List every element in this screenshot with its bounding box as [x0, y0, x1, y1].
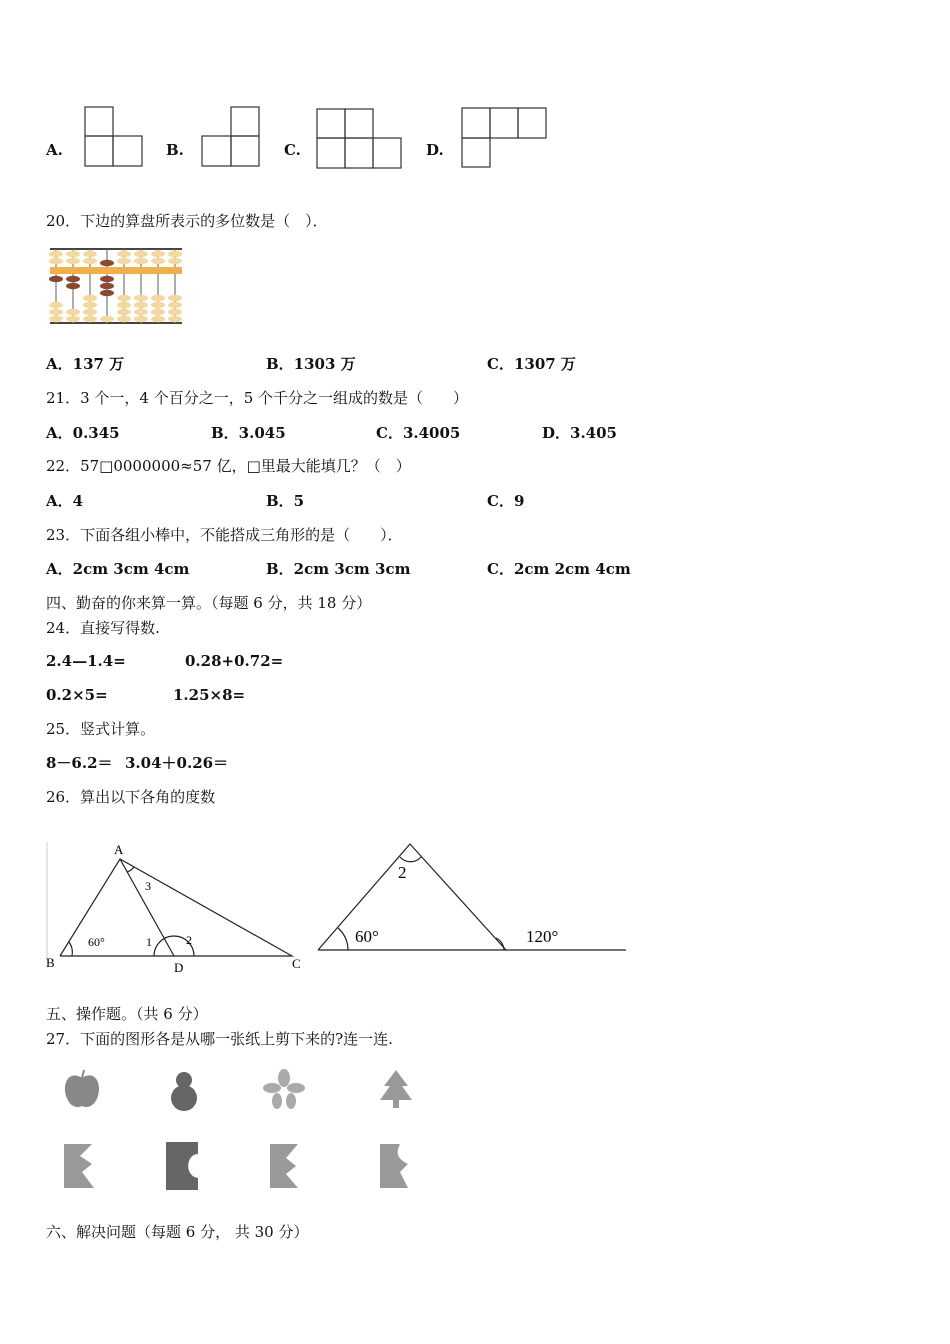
section-6-heading: 六、解决问题（每题 6 分， 共 30 分） [46, 1223, 309, 1241]
abacus-bead [83, 295, 97, 301]
paper-e-cutout-2[interactable] [268, 1142, 304, 1192]
section-4-heading: 四、勤奋的你来算一算。（每题 6 分，共 18 分） [46, 594, 372, 612]
abacus-bead [49, 309, 63, 315]
q23-option-a[interactable]: A．2cm 3cm 4cm [46, 560, 190, 578]
abacus-bead [168, 302, 182, 308]
abacus-bead [134, 302, 148, 308]
triangle-exterior-angle-figure [310, 830, 630, 960]
q20-stem: 20．下边的算盘所表示的多位数是（ ）． [46, 212, 328, 230]
abacus-bead [100, 316, 114, 322]
gourd-cutout-icon[interactable] [164, 1066, 204, 1112]
abacus-bead [168, 258, 182, 264]
abacus-bead [100, 290, 114, 296]
abacus-bead [66, 258, 80, 264]
q20-option-c[interactable]: C．1307 万 [487, 355, 576, 373]
abacus-bead [83, 251, 97, 257]
q23-option-c[interactable]: C．2cm 2cm 4cm [487, 560, 631, 578]
abacus-bead [83, 302, 97, 308]
abacus-bead [83, 309, 97, 315]
q21-option-a[interactable]: A．0.345 [46, 424, 120, 442]
q21-option-b[interactable]: B．3.045 [211, 424, 286, 442]
q21-option-c[interactable]: C．3.4005 [376, 424, 461, 442]
abacus-bead [66, 316, 80, 322]
abacus-bead [134, 309, 148, 315]
q22-option-c[interactable]: C．9 [487, 492, 525, 510]
label-b: B [46, 955, 55, 970]
abacus-bead [117, 316, 131, 322]
angle-60-label: 60° [88, 935, 105, 949]
q19-option-b[interactable]: B. [166, 141, 184, 159]
abacus-bead [151, 251, 165, 257]
abacus-bead [66, 276, 80, 282]
angle-3-label: 3 [145, 879, 151, 893]
paper-e-cutout-1[interactable] [62, 1142, 98, 1192]
abacus-bead [66, 251, 80, 257]
q25-item: 3.04＋0.26＝ [125, 754, 229, 772]
angle-2-label: 2 [186, 933, 192, 947]
angle-120-label: 120° [526, 927, 559, 946]
abacus-bead [134, 316, 148, 322]
angle-1-label: 1 [146, 935, 152, 949]
abacus-bead [66, 283, 80, 289]
flower-cutout-icon[interactable] [262, 1068, 306, 1108]
q21-stem: 21．3 个一，4 个百分之一，5 个千分之一组成的数是（ ） [46, 389, 469, 407]
abacus-bead [83, 258, 97, 264]
q24-item: 0.2×5= [46, 686, 108, 704]
abacus-bead [49, 276, 63, 282]
abacus-bead [168, 251, 182, 257]
q19-figure-a [84, 106, 144, 168]
triangle-abc-figure [40, 820, 310, 980]
q19-figure-b [201, 106, 261, 168]
abacus-bead [117, 302, 131, 308]
paper-e-cutout-3[interactable] [378, 1142, 414, 1192]
abacus-bead [100, 260, 114, 266]
abacus-bead [151, 309, 165, 315]
q19-option-d[interactable]: D. [426, 141, 444, 159]
apple-cutout-icon[interactable] [60, 1068, 104, 1112]
abacus-bead [151, 258, 165, 264]
abacus-bead [49, 251, 63, 257]
abacus-bead [83, 316, 97, 322]
q20-option-a[interactable]: A．137 万 [46, 355, 125, 373]
paper-c-cutout[interactable] [164, 1140, 202, 1192]
abacus-bead [134, 295, 148, 301]
label-a: A [114, 842, 124, 857]
abacus-bead [151, 295, 165, 301]
q25-stem: 25．竖式计算。 [46, 720, 156, 738]
abacus-bead [134, 251, 148, 257]
q19-figure-c [316, 108, 404, 170]
abacus-bead [117, 309, 131, 315]
q24-item: 1.25×8= [173, 686, 246, 704]
angle-60-label: 60° [355, 927, 379, 946]
q21-option-d[interactable]: D．3.405 [542, 424, 617, 442]
label-d: D [174, 960, 184, 975]
q19-option-a[interactable]: A. [46, 141, 63, 159]
abacus-bead [117, 258, 131, 264]
q27-stem: 27．下面的图形各是从哪一张纸上剪下来的?连一连. [46, 1030, 393, 1048]
q19-figure-d [461, 107, 549, 169]
section-5-heading: 五、操作题。（共 6 分） [46, 1005, 208, 1023]
q22-stem: 22．57□0000000≈57 亿，□里最大能填几？（ ） [46, 457, 411, 475]
label-c: C [292, 956, 301, 971]
q19-option-c[interactable]: C. [284, 141, 301, 159]
abacus-bead [117, 251, 131, 257]
q22-option-a[interactable]: A．4 [46, 492, 84, 510]
abacus-image [48, 246, 184, 326]
abacus-bead [117, 295, 131, 301]
abacus-bead [151, 302, 165, 308]
abacus-bead [168, 295, 182, 301]
abacus-bead [66, 309, 80, 315]
q26-stem: 26．算出以下各角的度数 [46, 788, 216, 806]
q24-item: 0.28+0.72= [185, 652, 284, 670]
q24-item: 2.4—1.4= [46, 652, 126, 670]
abacus-bead [151, 316, 165, 322]
q22-option-b[interactable]: B．5 [266, 492, 305, 510]
abacus-bead [134, 258, 148, 264]
abacus-bead [49, 258, 63, 264]
q23-stem: 23．下面各组小棒中，不能搭成三角形的是（ ）． [46, 526, 403, 544]
abacus-bead [168, 316, 182, 322]
abacus-bead [100, 283, 114, 289]
abacus-bead [49, 316, 63, 322]
q20-option-b[interactable]: B．1303 万 [266, 355, 356, 373]
abacus-bead [49, 302, 63, 308]
angle-2-label: 2 [398, 863, 407, 882]
abacus-bead [100, 276, 114, 282]
q25-item: 8－6.2＝ [46, 754, 113, 772]
tree-cutout-icon[interactable] [376, 1068, 416, 1112]
q24-stem: 24．直接写得数. [46, 619, 160, 637]
q23-option-b[interactable]: B．2cm 3cm 3cm [266, 560, 411, 578]
abacus-bead [168, 309, 182, 315]
